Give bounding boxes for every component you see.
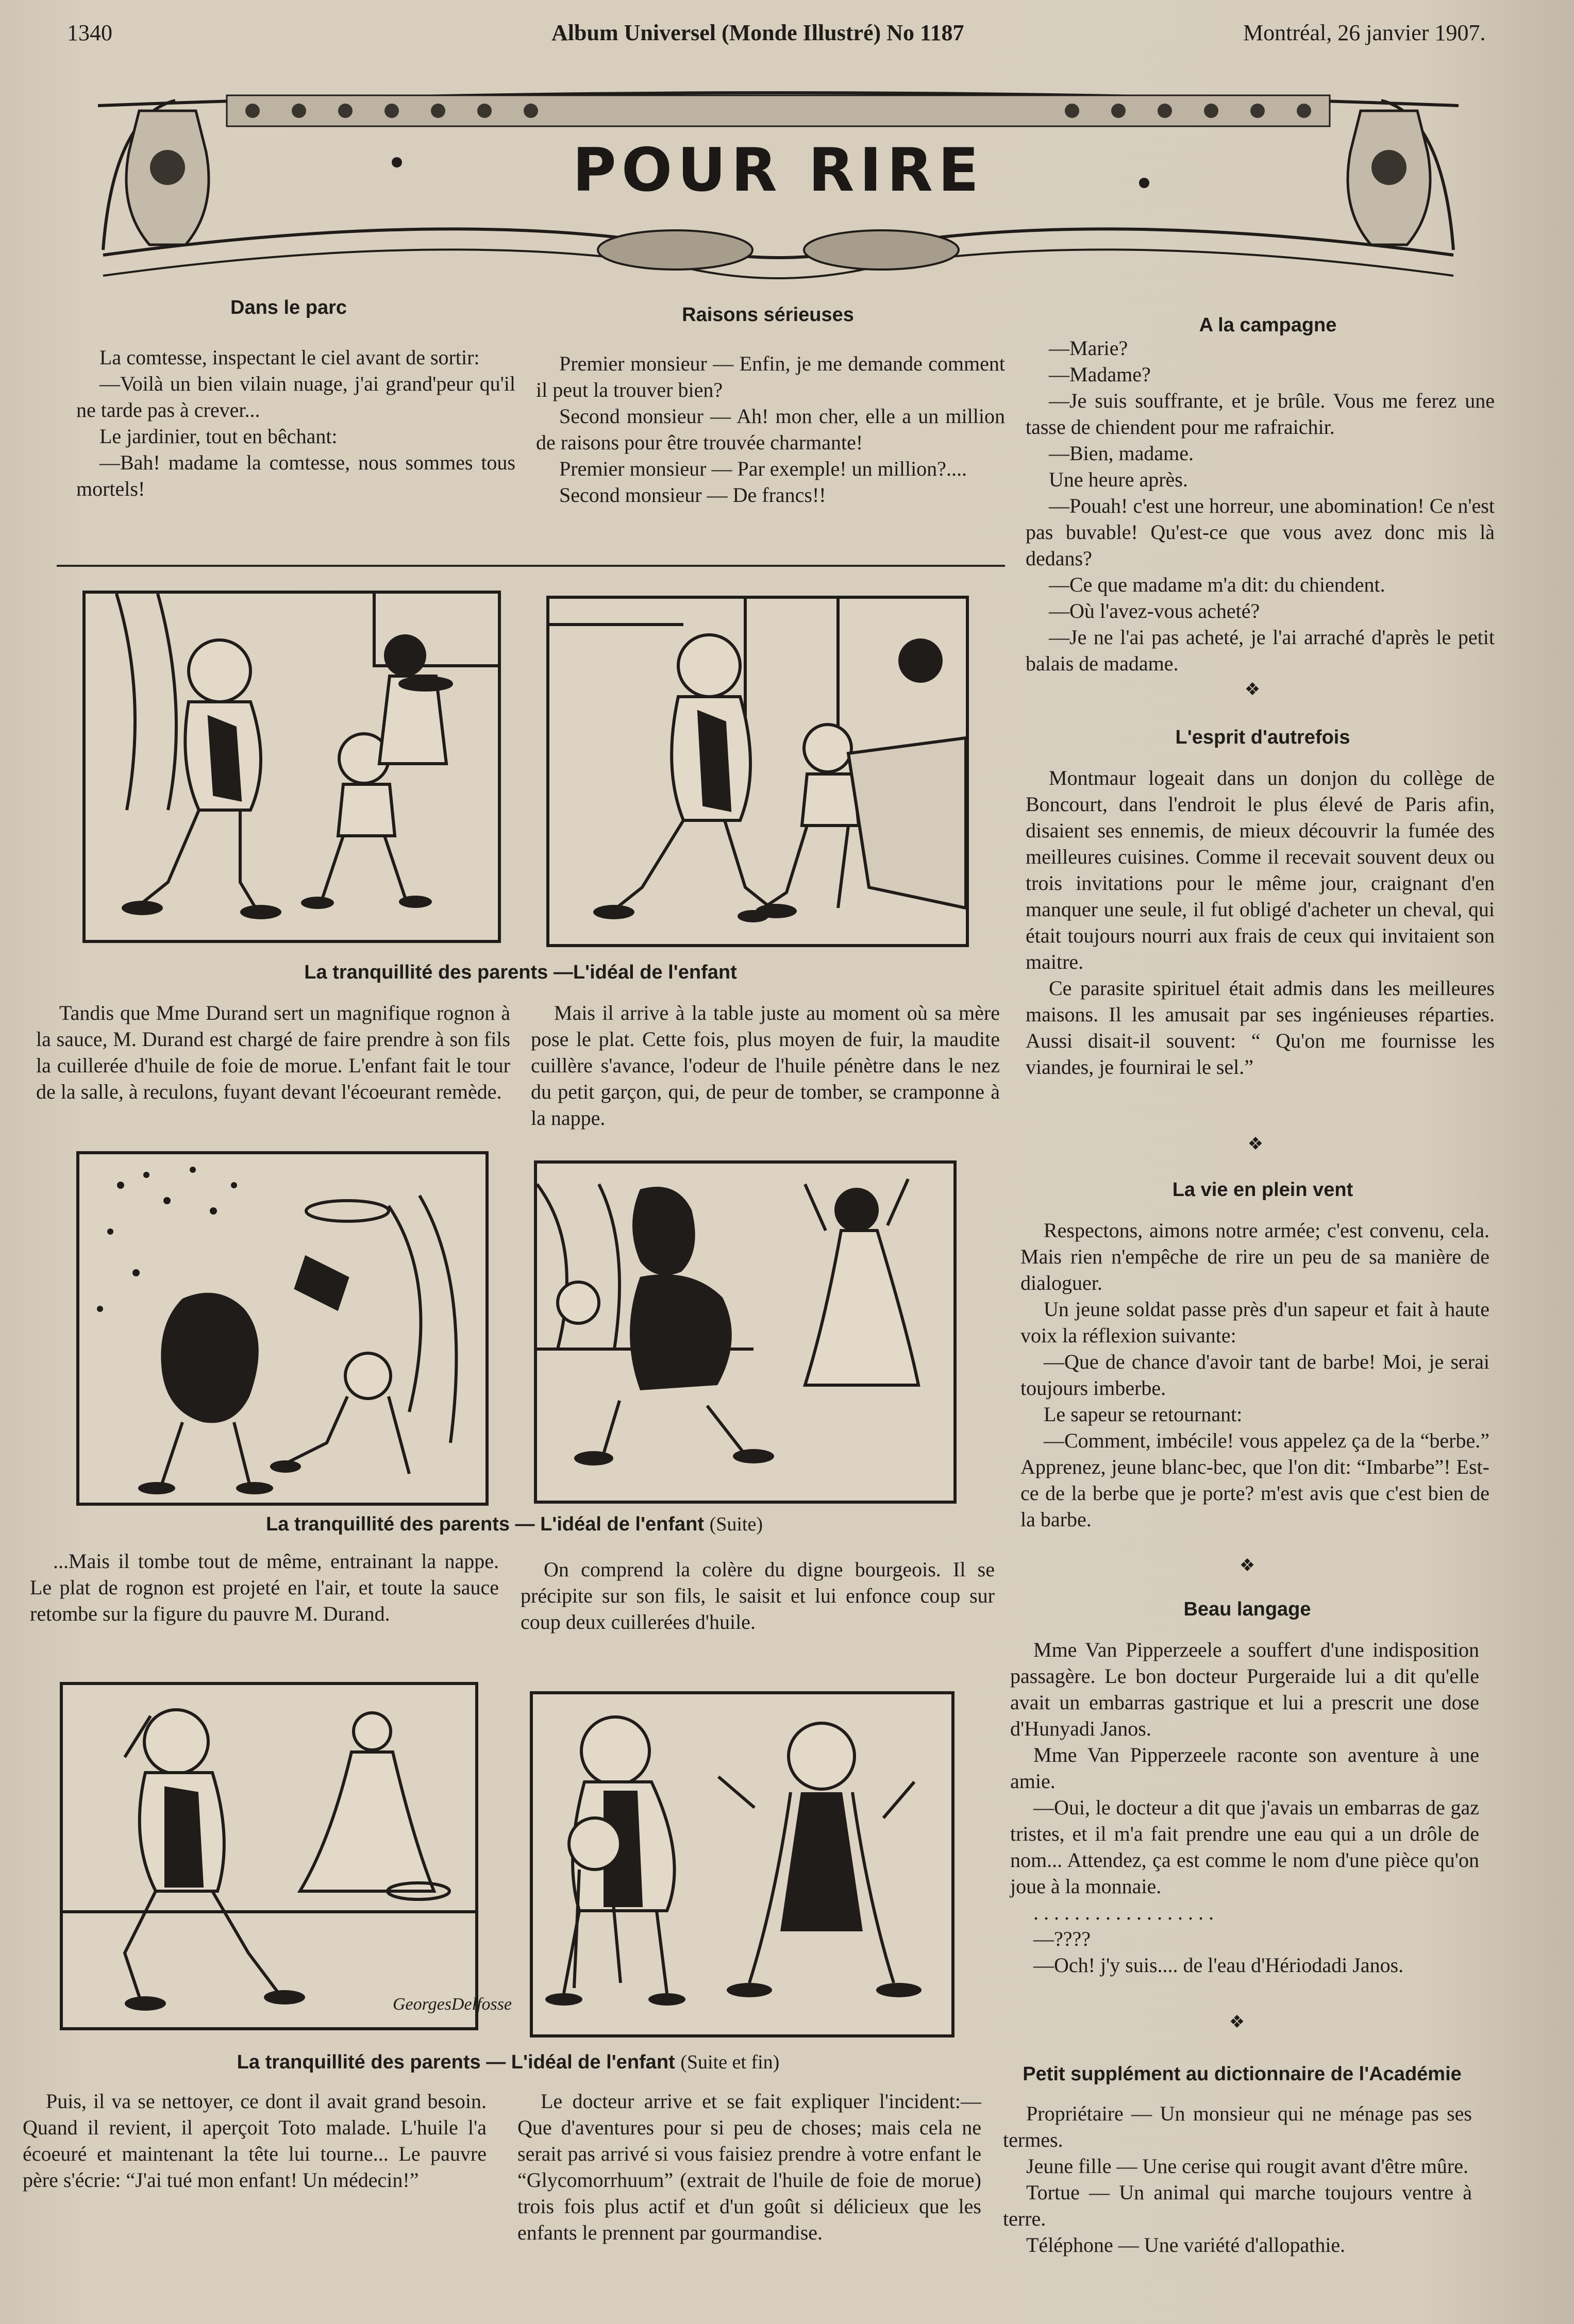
paragraph: Une heure après. bbox=[1049, 468, 1188, 491]
section-title-dictionnaire: Petit supplément au dictionnaire de l'Académie bbox=[1023, 2063, 1462, 2085]
paragraph: —Je suis souffrante, et je brûle. Vous me ferez une tasse de chiendent pour me rafraichir. bbox=[1026, 389, 1495, 439]
section-title-vie-plein-vent: La vie en plein vent bbox=[1172, 1179, 1353, 1201]
strip-caption-2 bbox=[76, 1513, 952, 1536]
section-title-a-la-campagne: A la campagne bbox=[1199, 314, 1337, 336]
cartoon-illustration bbox=[549, 599, 966, 944]
artist-signature: GeorgesDelfosse bbox=[393, 1995, 512, 2014]
paragraph: Premier monsieur — Enfin, je me demande comment il peut la trouver bien? bbox=[536, 352, 1005, 401]
cartoon-illustration bbox=[79, 1154, 485, 1503]
cartoon-panel-2 bbox=[546, 596, 969, 947]
paragraph: Respectons, aimons notre armée; c'est convenu, cela. Mais rien n'empêche de rire un peu de sa manière de dialoguer. bbox=[1020, 1219, 1489, 1294]
article-esprit-autrefois bbox=[1026, 765, 1495, 1080]
paragraph: —Comment, imbécile! vous appelez ça de la “berbe.” Apprenez, jeune blanc-bec, que l'on dit: “Imbarbe”! Est-ce de la berbe que je porte? m'est avis que c'est bien de la barbe. bbox=[1020, 1429, 1489, 1531]
cartoon-panel-1 bbox=[82, 591, 501, 943]
article-raisons-serieuses bbox=[536, 350, 1005, 508]
paragraph: —Och! j'y suis.... de l'eau d'Hériodadi Janos. bbox=[1033, 1953, 1404, 1977]
caption-suffix: (Suite) bbox=[709, 1513, 763, 1535]
paragraph: Propriétaire — Un monsieur qui ne ménage pas ses termes. bbox=[1003, 2102, 1472, 2151]
article-dictionnaire bbox=[1003, 2100, 1472, 2258]
section-title-dans-le-parc: Dans le parc bbox=[230, 297, 347, 318]
paragraph: —Marie? bbox=[1049, 336, 1128, 360]
paragraph: Un jeune soldat passe près d'un sapeur et fait à haute voix la réflexion suivante: bbox=[1020, 1298, 1489, 1347]
paragraph: Téléphone — Une variété d'allopathie. bbox=[1026, 2233, 1346, 2256]
strip-text-3-left bbox=[23, 2088, 487, 2193]
paragraph: —Que de chance d'avoir tant de barbe! Moi, je serai toujours imberbe. bbox=[1020, 1350, 1489, 1400]
paragraph: Montmaur logeait dans un donjon du collège de Boncourt, dans l'endroit le plus élevé de Paris afin, disaient ses ennemis, de mieux découvrir la fumée des meilleures cuisines. Comme il recevait souvent deux ou trois invitations pour le même jour, craignant d'en manquer une seule, il fut obligé d'acheter un cheval, qui était toujours nourri aux frais de ceux qui invitaient son maitre. bbox=[1026, 766, 1495, 973]
paragraph: Le jardinier, tout en bêchant: bbox=[99, 425, 338, 448]
paragraph: Mme Van Pipperzeele a souffert d'une indisposition passagère. Le bon docteur Purgeraide lui a dit qu'elle avait un embarras gastrique et lui a prescrit une dose d'Hunyadi Janos. bbox=[1010, 1638, 1479, 1740]
separator-ornament: ❖ bbox=[1244, 680, 1261, 699]
paragraph: Le sapeur se retournant: bbox=[1044, 1403, 1243, 1426]
cartoon-illustration bbox=[86, 594, 498, 940]
article-dans-le-parc bbox=[76, 344, 515, 502]
cartoon-panel-4 bbox=[534, 1160, 957, 1504]
paragraph: —Bien, madame. bbox=[1049, 442, 1194, 465]
caption-text: La tranquillité des parents — L'idéal de l'enfant bbox=[237, 2051, 675, 2073]
pour-rire-banner bbox=[82, 75, 1474, 296]
strip-text-3-right bbox=[517, 2088, 981, 2246]
page-number: 1340 bbox=[67, 20, 112, 45]
caption-suffix: (Suite et fin) bbox=[680, 2051, 780, 2073]
paragraph: Mme Van Pipperzeele raconte son aventure à une amie. bbox=[1010, 1743, 1479, 1793]
paragraph: Tortue — Un animal qui marche toujours ventre à terre. bbox=[1003, 2181, 1472, 2230]
section-title-esprit-autrefois: L'esprit d'autrefois bbox=[1175, 727, 1350, 748]
article-a-la-campagne bbox=[1026, 335, 1495, 677]
publication-title: Album Universel (Monde Illustré) No 1187 bbox=[551, 20, 964, 45]
separator-ornament: ❖ bbox=[1239, 1556, 1255, 1575]
cartoon-illustration bbox=[533, 1694, 951, 2034]
paragraph: —Je ne l'ai pas acheté, je l'ai arraché d'après le petit balais de madame. bbox=[1026, 626, 1495, 675]
paragraph: On comprend la colère du digne bourgeois. Il se précipite sur son fils, le saisit et lui enfonce coup sur coup deux cuillerées d'huile. bbox=[521, 1558, 995, 1633]
strip-text-2-right bbox=[521, 1556, 995, 1635]
banner-title: POUR RIRE bbox=[572, 136, 984, 205]
cartoon-panel-5 bbox=[60, 1682, 512, 2030]
divider-rule bbox=[57, 565, 1005, 567]
dateline: Montréal, 26 janvier 1907. bbox=[1243, 20, 1486, 45]
paragraph: Mais il arrive à la table juste au moment où sa mère pose le plat. Cette fois, plus moyen de fuir, la maudite cuillère s'avance, l'odeur de l'huile pénètre dans le nez du petit garçon, qui, de peur de tomber, se cramponne à la nappe. bbox=[531, 1001, 1000, 1130]
paragraph: —Ce que madame m'a dit: du chiendent. bbox=[1049, 573, 1385, 596]
paragraph: ...Mais il tombe tout de même, entrainant la nappe. Le plat de rognon est projeté en l'air, et toute la sauce retombe sur la figure du pauvre M. Durand. bbox=[30, 1550, 499, 1625]
paragraph: —Madame? bbox=[1049, 363, 1151, 386]
paragraph: Second monsieur — De francs!! bbox=[559, 483, 826, 507]
cartoon-illustration bbox=[63, 1685, 512, 2027]
paragraph: Puis, il va se nettoyer, ce dont il avait grand besoin. Quand il revient, il aperçoit Toto malade. L'huile l'a écoeuré et maintenant la tête lui tourne... Le pauvre père s'écrie: “J'ai tué mon enfant! Un médecin!” bbox=[23, 2090, 487, 2192]
separator-ornament: ❖ bbox=[1247, 1135, 1264, 1154]
paragraph: Tandis que Mme Durand sert un magnifique rognon à la sauce, M. Durand est chargé de faire prendre à son fils la cuillerée d'huile de foie de morue. L'enfant fait le tour de la salle, à reculons, fuyant devant l'écoeurant remède. bbox=[36, 1001, 510, 1103]
strip-text-2-left bbox=[30, 1548, 499, 1627]
caption-text: La tranquillité des parents — L'idéal de l'enfant bbox=[265, 1513, 704, 1535]
cartoon-panel-6 bbox=[530, 1691, 955, 2037]
paragraph: —Bah! madame la comtesse, nous sommes tous mortels! bbox=[76, 451, 515, 500]
strip-text-1-right bbox=[531, 1000, 1000, 1131]
section-title-raisons-serieuses: Raisons sérieuses bbox=[682, 304, 854, 326]
strip-caption-3 bbox=[60, 2051, 957, 2074]
paragraph: —Où l'avez-vous acheté? bbox=[1049, 599, 1260, 622]
strip-caption-1 bbox=[82, 962, 959, 984]
article-vie-plein-vent bbox=[1020, 1217, 1489, 1533]
paragraph: Second monsieur — Ah! mon cher, elle a un million de raisons pour être trouvée charmante! bbox=[536, 405, 1005, 454]
caption-text: La tranquillité des parents —L'idéal de l'enfant bbox=[304, 962, 737, 983]
strip-text-1-left bbox=[36, 1000, 510, 1105]
cartoon-panel-3 bbox=[76, 1151, 489, 1506]
paragraph: Le docteur arrive et se fait expliquer l'incident:—Que d'aventures pour si peu de choses; mais cela ne serait pas arrivé si vous faisiez prendre à votre enfant le “Glycomorrhuum” (extrait de l'huile de foie de morue) trois fois plus actif et d'un goût si délicieux que les enfants le prennent par gourmandise. bbox=[517, 2090, 981, 2244]
paragraph: La comtesse, inspectant le ciel avant de sortir: bbox=[99, 346, 480, 369]
cartoon-illustration bbox=[537, 1164, 953, 1501]
paragraph: —???? bbox=[1033, 1927, 1091, 1950]
paragraph: Ce parasite spirituel était admis dans les meilleures maisons. Il les amusait par ses ingénieuses réparties. Aussi disait-il souvent: “ Qu'on me fournisse les viandes, je fournirai le sel.” bbox=[1026, 976, 1495, 1079]
paragraph: Jeune fille — Une cerise qui rougit avant d'être mûre. bbox=[1026, 2154, 1469, 2178]
paragraph: Premier monsieur — Par exemple! un million?.... bbox=[559, 457, 967, 480]
section-title-beau-langage: Beau langage bbox=[1183, 1598, 1311, 1620]
paragraph: —Pouah! c'est une horreur, une abomination! Ce n'est pas buvable! Qu'est-ce que vous avez donc mis là dedans? bbox=[1026, 494, 1495, 570]
paragraph: —Oui, le docteur a dit que j'avais un embarras de gaz tristes, et il m'a fait prendre une eau qui a un drôle de nom... Attendez, ça est comme le nom d'une pièce qu'on joue à la monnaie. bbox=[1010, 1796, 1479, 1898]
paragraph: —Voilà un bien vilain nuage, j'ai grand'peur qu'il ne tarde pas à crever... bbox=[76, 372, 515, 422]
article-beau-langage bbox=[1010, 1637, 1479, 1978]
separator-ornament: ❖ bbox=[1229, 2013, 1245, 2032]
paragraph: . . . . . . . . . . . . . . . . . . bbox=[1033, 1901, 1214, 1924]
